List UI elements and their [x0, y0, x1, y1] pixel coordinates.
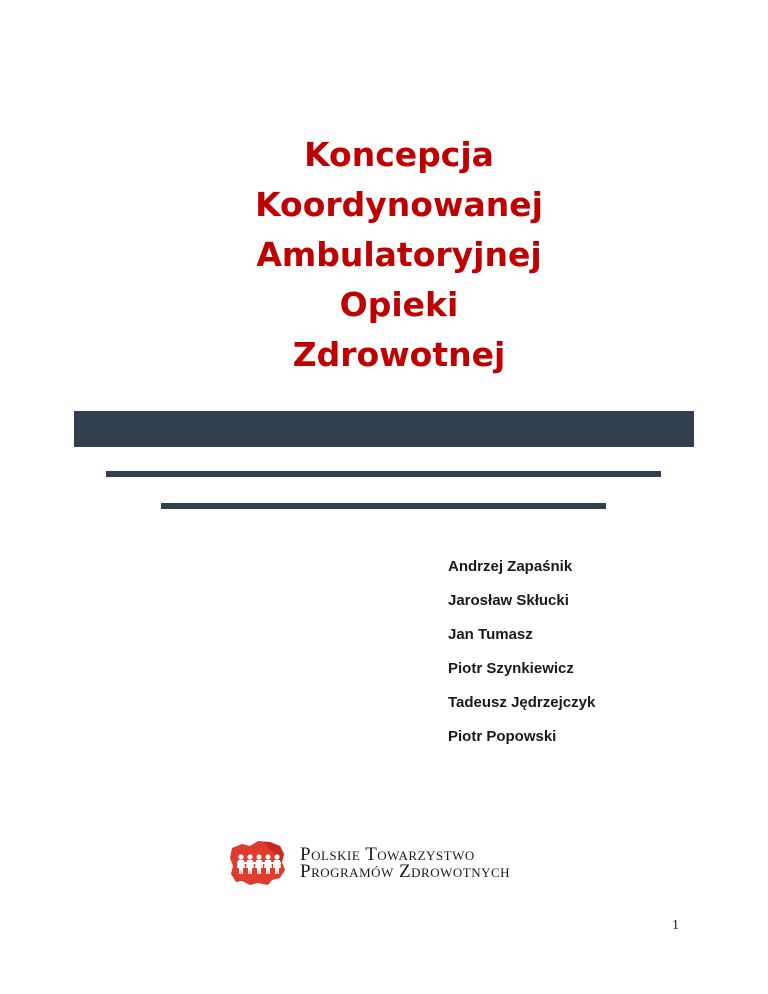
title-line-3: Ambulatoryjnej	[256, 235, 542, 274]
title-line-4: Opieki	[339, 285, 459, 324]
title-line-5: Zdrowotnej	[292, 335, 506, 374]
author-name: Andrzej Zapaśnik	[448, 558, 573, 575]
title-line-1: Koncepcja	[304, 135, 494, 174]
decorative-rule-2	[161, 503, 606, 509]
author-list	[448, 556, 595, 760]
document-title	[0, 130, 768, 380]
poland-map-people-icon	[228, 838, 288, 888]
author-name: Tadeusz Jędrzejczyk	[448, 694, 596, 711]
organization-name-line-2: Programów Zdrowotnych	[300, 861, 511, 882]
organization-logo	[228, 838, 510, 888]
decorative-rule-1	[106, 471, 661, 477]
page-number: 1	[672, 918, 679, 933]
decorative-band	[74, 411, 694, 447]
title-line-2: Koordynowanej	[255, 185, 543, 224]
author-name: Piotr Popowski	[448, 728, 557, 745]
organization-name	[300, 846, 510, 880]
author-name: Jan Tumasz	[448, 626, 533, 643]
organization-name-line-1: Polskie Towarzystwo	[300, 844, 475, 865]
author-name: Piotr Szynkiewicz	[448, 660, 574, 677]
author-name: Jarosław Skłucki	[448, 592, 569, 609]
